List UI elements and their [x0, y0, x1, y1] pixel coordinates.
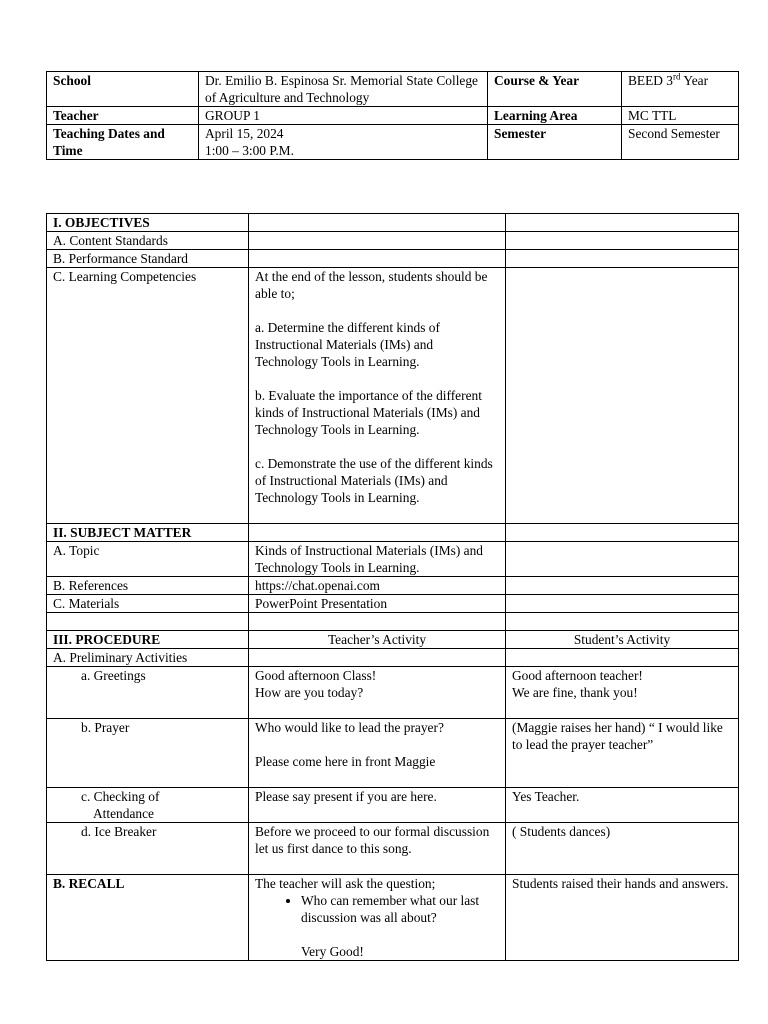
competency-c: c. Demonstrate the use of the different kinds of Instructional Materials (IMs) and Technology Tools in Learning. [255, 456, 493, 505]
course-prefix: BEED 3 [628, 73, 674, 88]
learning-competencies-value [249, 268, 506, 524]
competency-b: b. Evaluate the importance of the different kinds of Instructional Materials (IMs) and Technology Tools in Learning. [255, 388, 482, 437]
course-value [622, 72, 739, 107]
preliminary-activities-label: A. Preliminary Activities [47, 649, 249, 667]
recall-praise: Very Good! [301, 944, 364, 959]
attendance-student: Yes Teacher. [506, 788, 739, 823]
prayer-student: (Maggie raises her hand) “ I would like to lead the prayer teacher” [506, 719, 739, 788]
prayer-teacher-line1: Who would like to lead the prayer? [255, 720, 444, 735]
dates-label: Teaching Dates and Time [47, 125, 199, 160]
performance-standard-label: B. Performance Standard [47, 250, 249, 268]
recall-teacher [249, 875, 506, 961]
greetings-teacher-line1: Good afternoon Class! [255, 668, 377, 683]
greetings-student [506, 667, 739, 719]
content-standards-label: A. Content Standards [47, 232, 249, 250]
dates-value [199, 125, 488, 160]
course-suffix: Year [680, 73, 709, 88]
recall-question: • Who can remember what our last discussion was all about? [301, 892, 499, 926]
subject-matter-heading: II. SUBJECT MATTER [47, 524, 249, 542]
greetings-teacher [249, 667, 506, 719]
header-table [46, 71, 739, 160]
recall-label: B. RECALL [47, 875, 249, 961]
course-label: Course & Year [488, 72, 622, 107]
recall-student: Students raised their hands and answers. [506, 875, 739, 961]
course-sup: rd [673, 71, 681, 82]
prayer-teacher [249, 719, 506, 788]
recall-teacher-intro: The teacher will ask the question; [255, 876, 436, 891]
materials-label: C. Materials [47, 595, 249, 613]
competency-a: a. Determine the different kinds of Instructional Materials (IMs) and Technology Tools in Learning. [255, 320, 440, 369]
greetings-label: a. Greetings [47, 667, 249, 719]
attendance-label [47, 788, 249, 823]
icebreaker-teacher: Before we proceed to our formal discussion let us first dance to this song. [249, 823, 506, 875]
teacher-label: Teacher [47, 107, 199, 125]
attendance-teacher: Please say present if you are here. [249, 788, 506, 823]
attendance-label-line2: Attendance [93, 806, 154, 821]
topic-label: A. Topic [47, 542, 249, 577]
icebreaker-student: ( Students dances) [506, 823, 739, 875]
topic-value: Kinds of Instructional Materials (IMs) and Technology Tools in Learning. [249, 542, 506, 577]
prayer-teacher-line2: Please come here in front Maggie [255, 754, 436, 769]
dates-line1: April 15, 2024 [205, 126, 284, 141]
learning-competencies-label: C. Learning Competencies [47, 268, 249, 524]
procedure-heading: III. PROCEDURE [47, 631, 249, 649]
area-label: Learning Area [488, 107, 622, 125]
school-label: School [47, 72, 199, 107]
dates-line2: 1:00 – 3:00 P.M. [205, 143, 294, 158]
lesson-plan-table [46, 213, 739, 961]
references-label: B. References [47, 577, 249, 595]
student-activity-header: Student’s Activity [506, 631, 739, 649]
materials-value: PowerPoint Presentation [249, 595, 506, 613]
school-value: Dr. Emilio B. Espinosa Sr. Memorial State College of Agriculture and Technology [199, 72, 488, 107]
teacher-value: GROUP 1 [199, 107, 488, 125]
prayer-label: b. Prayer [47, 719, 249, 788]
semester-value: Second Semester [622, 125, 739, 160]
recall-question-list [255, 892, 499, 926]
references-value: https://chat.openai.com [249, 577, 506, 595]
area-value: MC TTL [622, 107, 739, 125]
icebreaker-label: d. Ice Breaker [47, 823, 249, 875]
greetings-student-line2: We are fine, thank you! [512, 685, 638, 700]
greetings-student-line1: Good afternoon teacher! [512, 668, 643, 683]
attendance-label-line1: c. Checking of [81, 789, 160, 804]
teacher-activity-header: Teacher’s Activity [249, 631, 506, 649]
semester-label: Semester [488, 125, 622, 160]
objectives-heading: I. OBJECTIVES [47, 214, 249, 232]
competencies-intro: At the end of the lesson, students should be able to; [255, 269, 488, 301]
greetings-teacher-line2: How are you today? [255, 685, 364, 700]
